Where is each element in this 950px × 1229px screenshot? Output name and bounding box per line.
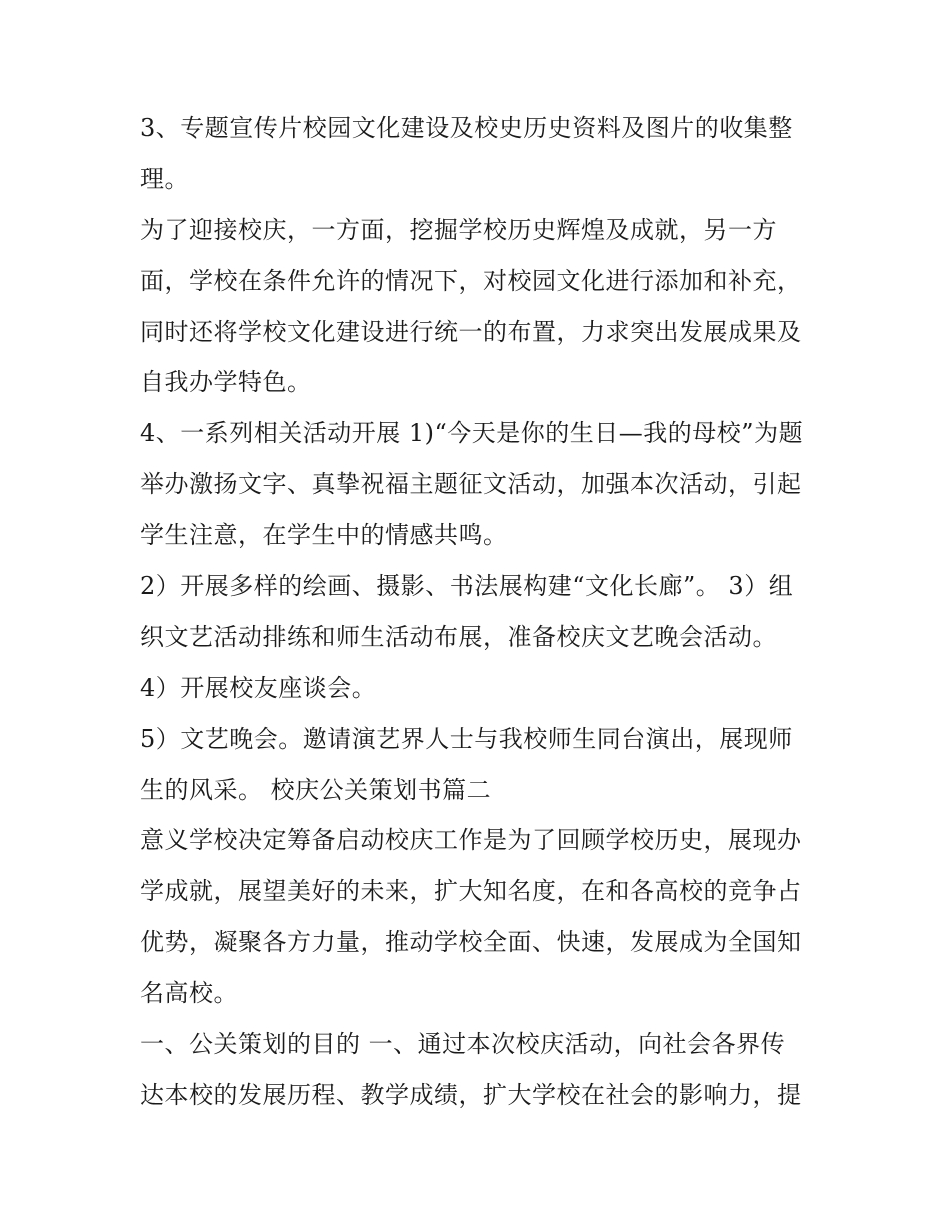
text-line-14: 生的风采。 校庆公关策划书篇二 <box>140 775 492 804</box>
text-line-4: 面，学校在条件允许的情况下，对校园文化进行添加和补充， <box>140 266 802 295</box>
text-line-17: 优势，凝聚各方力量，推动学校全面、快速，发展成为全国知 <box>140 928 802 957</box>
text-line-19: 一、公关策划的目的 一、通过本次校庆活动，向社会各界传 <box>140 1030 786 1059</box>
text-line-13: 5）文艺晚会。邀请演艺界人士与我校师生同台演出，展现师 <box>140 724 793 753</box>
text-line-18: 名高校。 <box>140 979 238 1008</box>
text-line-5: 同时还将学校文化建设进行统一的布置，力求突出发展成果及 <box>140 317 802 346</box>
text-line-9: 学生注意，在学生中的情感共鸣。 <box>140 521 508 550</box>
text-line-10: 2）开展多样的绘画、摄影、书法展构建“文化长廊”。 3）组 <box>140 572 794 601</box>
text-line-11: 织文艺活动排练和师生活动布展，准备校庆文艺晚会活动。 <box>140 622 777 651</box>
document-body <box>140 103 820 1121</box>
text-line-12: 4）开展校友座谈会。 <box>140 673 377 702</box>
text-line-7: 4、一系列相关活动开展 1)“今天是你的生日—我的母校”为题 <box>140 419 804 448</box>
text-line-8: 举办激扬文字、真挚祝福主题征文活动，加强本次活动，引起 <box>140 470 802 499</box>
text-line-6: 自我办学特色。 <box>140 368 312 397</box>
text-line-2: 理。 <box>140 164 189 193</box>
text-line-16: 学成就，展望美好的未来，扩大知名度，在和各高校的竞争占 <box>140 877 802 906</box>
text-line-20: 达本校的发展历程、教学成绩，扩大学校在社会的影响力，提 <box>140 1080 802 1109</box>
text-line-1: 3、专题宣传片校园文化建设及校史历史资料及图片的收集整 <box>140 114 793 142</box>
text-line-15: 意义学校决定筹备启动校庆工作是为了回顾学校历史，展现办 <box>140 826 802 855</box>
text-line-3: 为了迎接校庆，一方面，挖掘学校历史辉煌及成就，另一方 <box>140 215 777 244</box>
